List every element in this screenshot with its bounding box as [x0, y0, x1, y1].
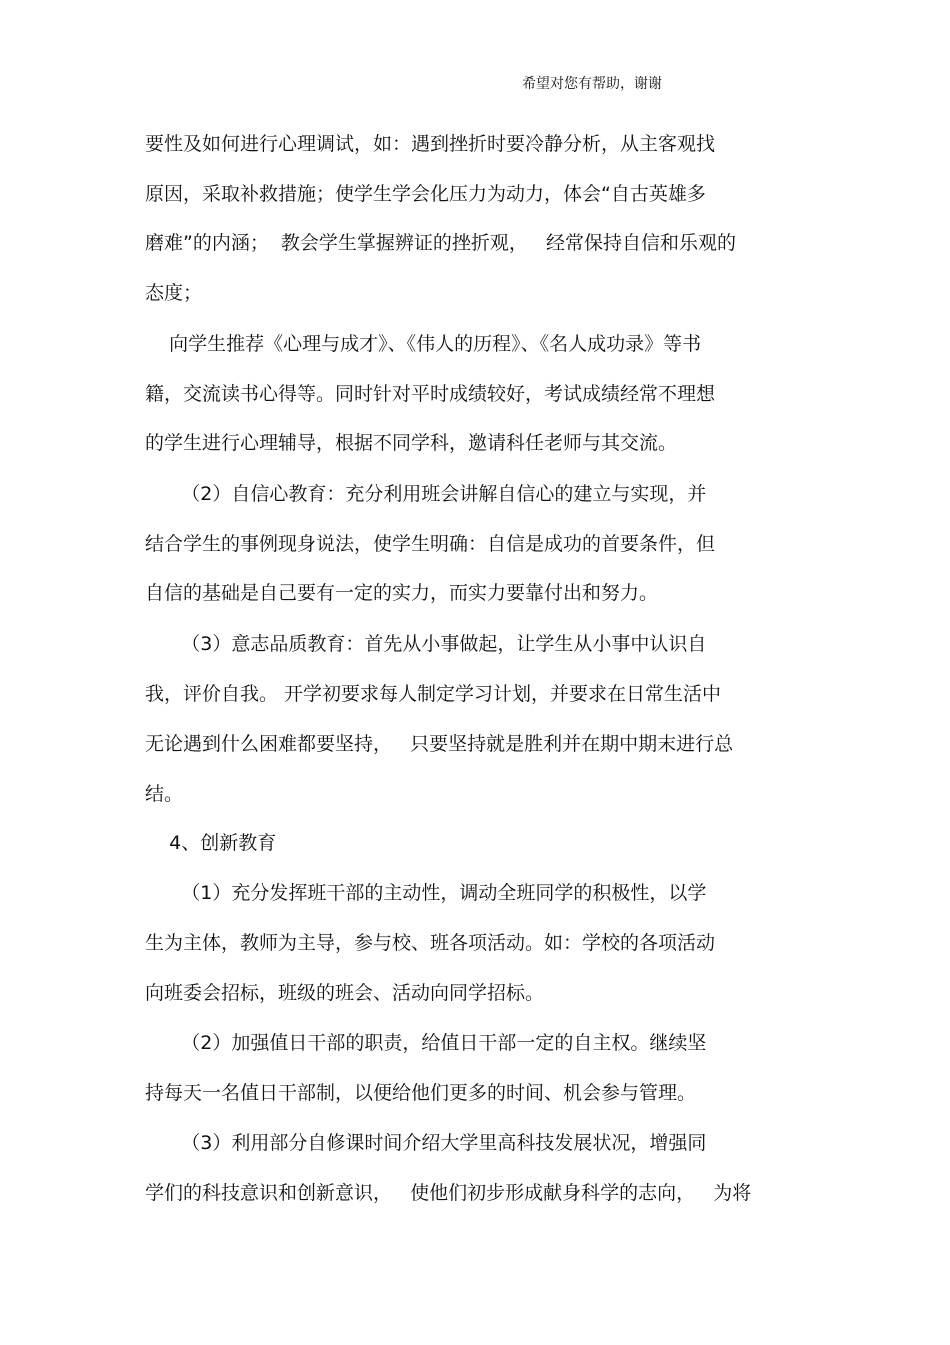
- text-line: 要性及如何进行心理调试，如：遇到挫折时要冷静分析，从主客观找: [145, 133, 716, 155]
- text-line: （3）意志品质教育：首先从小事做起，让学生从小事中认识自: [145, 633, 707, 655]
- text-line: 结合学生的事例现身说法，使学生明确：自信是成功的首要条件，但: [145, 533, 716, 555]
- text-line: 持每天一名值日干部制，以便给他们更多的时间、机会参与管理。: [145, 1082, 697, 1104]
- text-line: 学们的科技意识和创新意识， 使他们初步形成献身科学的志向， 为将: [145, 1182, 752, 1204]
- section-heading: 4、创新教育: [145, 832, 277, 854]
- text-line: 磨难”的内涵； 教会学生掌握辨证的挫折观， 经常保持自信和乐观的: [145, 232, 737, 254]
- text-line: 自信的基础是自己要有一定的实力，而实力要靠付出和努力。: [145, 582, 659, 604]
- text-line: 生为主体，教师为主导，参与校、班各项活动。如：学校的各项活动: [145, 932, 716, 954]
- page-header-note: 希望对您有帮助，谢谢: [522, 76, 662, 92]
- text-line: 向班委会招标，班级的班会、活动向同学招标。: [145, 982, 545, 1004]
- text-line: 我，评价自我。 开学初要求每人制定学习计划，并要求在日常生活中: [145, 683, 722, 705]
- text-line: 态度；: [145, 282, 203, 304]
- text-line: （3）利用部分自修课时间介绍大学里高科技发展状况，增强同: [145, 1132, 707, 1154]
- text-line: （2）加强值日干部的职责，给值日干部一定的自主权。继续坚: [145, 1032, 707, 1054]
- text-line: 的学生进行心理辅导，根据不同学科，邀请科任老师与其交流。: [145, 432, 678, 454]
- text-line: 籍，交流读书心得等。同时针对平时成绩较好，考试成绩经常不理想: [145, 383, 716, 405]
- text-line: 向学生推荐《心理与成才》、《伟人的历程》、《名人成功录》等书: [145, 333, 702, 355]
- text-line: 原因，采取补救措施；使学生学会化压力为动力，体会“自古英雄多: [145, 183, 706, 205]
- text-line: 结。: [145, 783, 184, 805]
- text-line: （2）自信心教育：充分利用班会讲解自信心的建立与实现，并: [145, 483, 707, 505]
- text-line: 无论遇到什么困难都要坚持， 只要坚持就是胜利并在期中期末进行总: [145, 733, 734, 755]
- text-line: （1）充分发挥班干部的主动性，调动全班同学的积极性，以学: [145, 882, 707, 904]
